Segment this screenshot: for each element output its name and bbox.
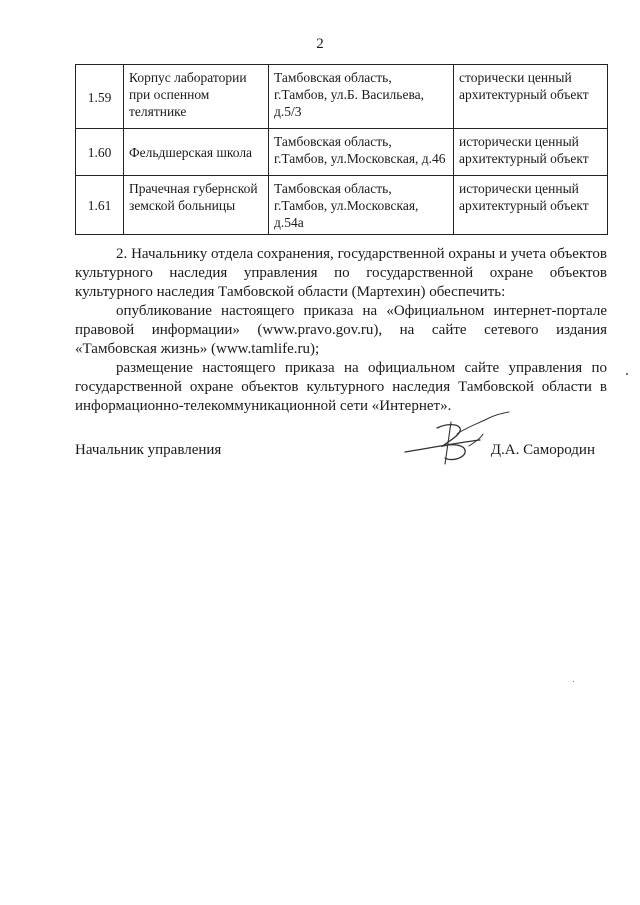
object-address: Тамбовская область, г.Тамбов, ул.Б. Васильева, д.5/3 <box>269 65 454 129</box>
table-row <box>76 176 608 235</box>
object-category: исторически ценный архитектурный объект <box>454 176 608 235</box>
signatory-title: Начальник управления <box>75 442 222 458</box>
row-number: 1.60 <box>76 129 124 176</box>
row-number: 1.61 <box>76 176 124 235</box>
handwritten-signature <box>385 410 515 472</box>
object-address: Тамбовская область, г.Тамбов, ул.Московская, д.46 <box>269 129 454 176</box>
row-number: 1.59 <box>76 65 124 129</box>
object-address: Тамбовская область, г.Тамбов, ул.Московская, д.54а <box>269 176 454 235</box>
signatory-name: Д.А. Самородин <box>490 442 595 458</box>
object-name: Фельдшерская школа <box>124 129 269 176</box>
object-name: Корпус лаборатории при оспенном телятнике <box>124 65 269 129</box>
object-name: Прачечная губернской земской больницы <box>124 176 269 235</box>
paragraph-instruction: 2. Начальнику отдела сохранения, государственной охраны и учета объектов культурного наследия управления по государственной охране объектов культурного наследия Тамбовской области (Мартехин) обеспечить: <box>75 246 607 300</box>
paragraph-placement: размещение настоящего приказа на официальном сайте управления по государственной охране объектов культурного наследия Тамбовской области в информационно-телекоммуникационной сети «Интернет». <box>75 360 607 414</box>
paragraph-publication: опубликование настоящего приказа на «Официальном интернет-портале правовой информации» (www.pravo.gov.ru), на сайте сетевого издания «Тамбовская жизнь» (www.tamlife.ru); <box>75 303 607 357</box>
object-category: исторически ценный архитектурный объект <box>454 129 608 176</box>
objects-table <box>75 64 608 235</box>
table-row <box>76 65 608 129</box>
page-number: 2 <box>316 36 324 52</box>
table-row <box>76 129 608 176</box>
signature-block <box>75 440 607 470</box>
object-category: сторически ценный архитектурный объект <box>454 65 608 129</box>
scan-speck <box>626 373 628 375</box>
order-text <box>75 245 607 416</box>
scan-speck <box>573 681 574 682</box>
